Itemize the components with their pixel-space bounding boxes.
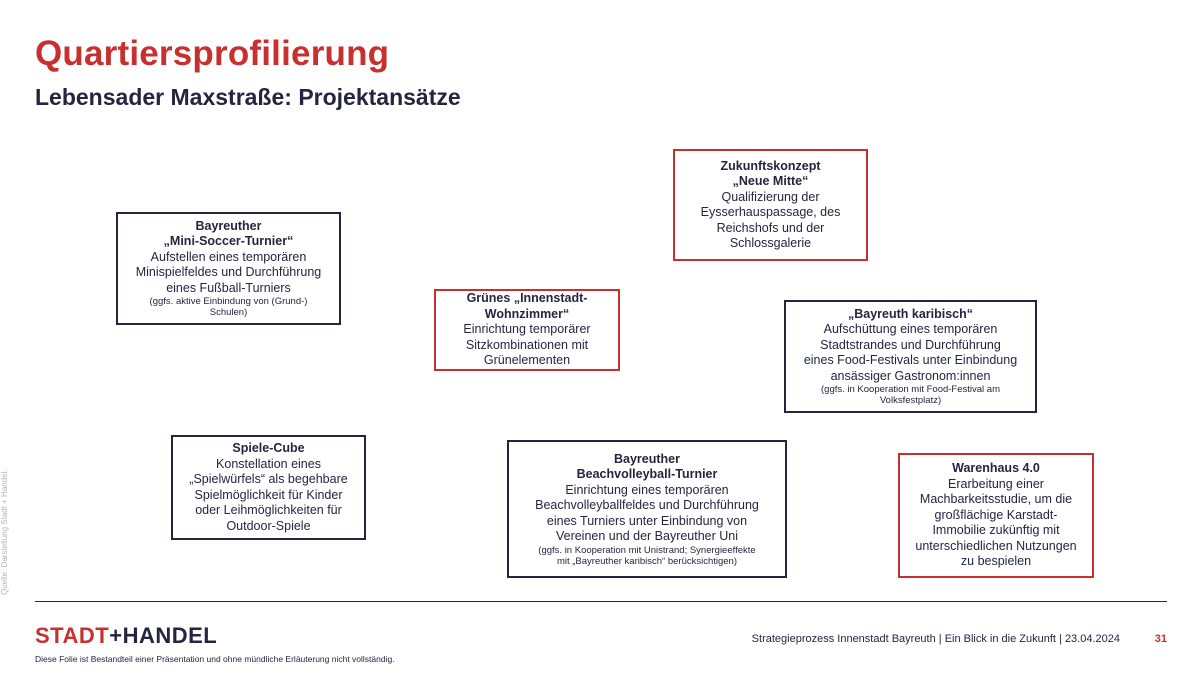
box-note: Volksfestplatz) <box>879 395 942 407</box>
box-text-line: Vereinen und der Bayreuther Uni <box>555 529 739 543</box>
box-text-line: Qualifizierung der <box>721 189 820 204</box>
box-text-line: Einrichtung eines temporären <box>565 482 729 497</box>
project-box-mini-soccer <box>116 212 341 325</box>
box-text-line: Immobilie zukünftig mit <box>932 523 1060 538</box>
box-text-line: Aufstellen eines temporären <box>150 249 307 264</box>
box-text-line: Erarbeitung einer <box>948 476 1044 491</box>
box-text-line: ansässiger Gastronom:innen <box>830 368 991 383</box>
project-box-spiele-cube <box>171 435 366 540</box>
stadt-handel-logo <box>35 623 217 649</box>
project-box-neue-mitte <box>673 149 868 261</box>
project-box-bayreuth-karibisch <box>784 300 1037 413</box>
project-box-warenhaus <box>898 453 1094 578</box>
logo-part-handel: HANDEL <box>122 623 218 648</box>
box-note: (ggfs. aktive Einbindung von (Grund-) <box>149 296 308 308</box>
box-text-line: Schlossgalerie <box>729 236 812 250</box>
box-heading: Spiele-Cube <box>232 441 305 455</box>
box-text-line: Aufschüttung eines temporären <box>823 322 998 337</box>
box-text-line: Grünelementen <box>483 353 571 368</box>
box-heading: Grünes „Innenstadt- <box>466 291 588 306</box>
project-box-wohnzimmer <box>434 289 620 371</box>
box-text-line: Stadtstrandes und Durchführung <box>820 337 1001 352</box>
box-text-line: Eysserhauspassage, des <box>700 205 841 219</box>
box-text-line: großflächige Karstadt- <box>934 507 1058 522</box>
box-text-line: Sitzkombinationen mit <box>465 337 589 352</box>
box-text-line: Machbarkeitsstudie, um die <box>919 492 1073 507</box>
page-title: Quartiersprofilierung <box>35 34 390 73</box>
box-note: (ggfs. in Kooperation mit Unistrand; Synergieeffekte <box>538 544 756 556</box>
page-subtitle: Lebensader Maxstraße: Projektansätze <box>35 84 461 110</box>
box-text-line: eines Turniers unter Einbindung von <box>546 513 748 528</box>
logo-plus: + <box>109 623 123 648</box>
box-text-line: Einrichtung temporärer <box>463 322 591 337</box>
box-text-line: unterschiedlichen Nutzungen <box>915 538 1077 553</box>
box-text-line: zu bespielen <box>960 554 1032 569</box>
project-box-beachvolleyball <box>507 440 787 578</box>
box-heading: Bayreuther <box>614 451 680 466</box>
box-heading: Beachvolleyball-Turnier <box>576 467 718 481</box>
box-heading: Warenhaus 4.0 <box>952 461 1040 476</box>
source-note: Quelle: Darstellung Stadt + Handel. <box>0 469 9 595</box>
footer-presentation-info: Strategieprozess Innenstadt Bayreuth | Ein Blick in die Zukunft | 23.04.2024 <box>751 633 1120 645</box>
box-note: (ggfs. in Kooperation mit Food-Festival am <box>821 384 1000 396</box>
box-heading: „Mini-Soccer-Turnier“ <box>163 234 294 249</box>
box-note: mit „Bayreuther karibisch“ berücksichtigen) <box>556 555 738 567</box>
logo-part-stadt: STADT <box>35 623 110 648</box>
footer-disclaimer: Diese Folie ist Bestandteil einer Präsentation und ohne mündliche Erläuterung nicht vollständig. <box>35 654 395 664</box>
box-text-line: Konstellation eines <box>216 456 321 471</box>
box-heading: Zukunftskonzept <box>720 158 821 173</box>
box-text-line: oder Leihmöglichkeiten für <box>195 503 342 517</box>
page-number: 31 <box>1154 633 1167 645</box>
box-text-line: eines Fußball-Turniers <box>166 280 291 295</box>
footer-divider <box>35 601 1167 602</box>
box-text-line: Beachvolleyballfeldes und Durchführung <box>535 498 759 512</box>
box-heading: „Neue Mitte“ <box>732 174 809 188</box>
box-note: Schulen) <box>209 307 248 319</box>
box-heading: „Bayreuth karibisch“ <box>847 306 974 321</box>
box-heading: Wohnzimmer“ <box>484 306 570 321</box>
box-text-line: Minispielfeldes und Durchführung <box>135 265 322 280</box>
box-text-line: Outdoor-Spiele <box>226 518 311 533</box>
box-text-line: eines Food-Festivals unter Einbindung <box>803 353 1018 368</box>
box-heading: Bayreuther <box>195 218 262 233</box>
box-text-line: Spielmöglichkeit für Kinder <box>194 487 343 502</box>
box-text-line: „Spielwürfels“ als begehbare <box>189 472 348 486</box>
box-text-line: Reichshofs und der <box>716 220 825 235</box>
